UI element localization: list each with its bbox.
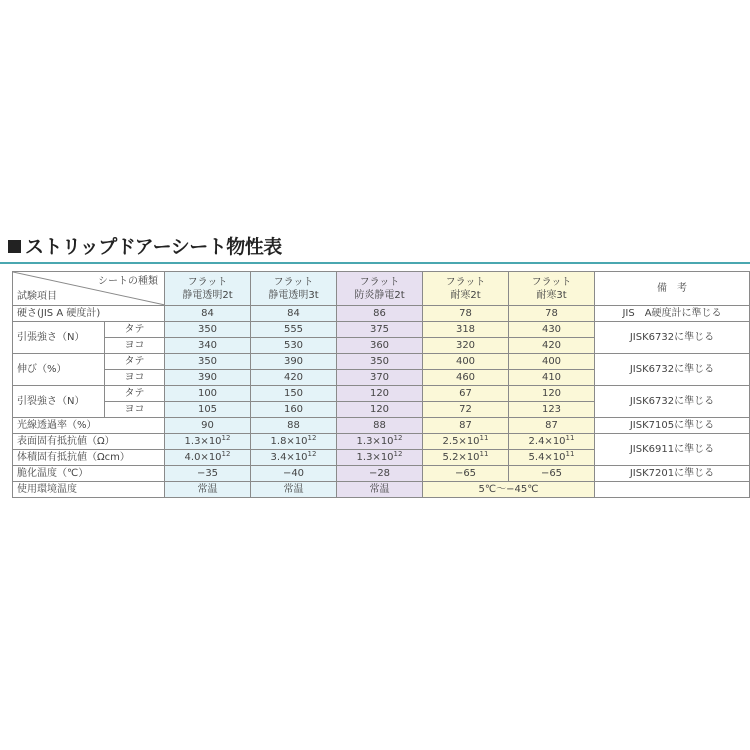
cell-value: 86 bbox=[337, 306, 423, 322]
cell-value: 375 bbox=[337, 322, 423, 338]
cell-value: 123 bbox=[509, 402, 595, 418]
sub-label: タテ bbox=[105, 386, 165, 402]
cell-value: 67 bbox=[423, 386, 509, 402]
cell-value: 390 bbox=[251, 354, 337, 370]
sub-label: ヨコ bbox=[105, 370, 165, 386]
remark-cell: JISK7201に準じる bbox=[595, 466, 750, 482]
cell-value: 420 bbox=[509, 338, 595, 354]
cell-value: 100 bbox=[165, 386, 251, 402]
cell-value: 88 bbox=[251, 418, 337, 434]
row-label: 伸び（%） bbox=[13, 354, 105, 386]
remark-cell: JISK6732に準じる bbox=[595, 322, 750, 354]
cell-value: 105 bbox=[165, 402, 251, 418]
remark-cell: JISK6911に準じる bbox=[595, 434, 750, 466]
header-corner-cell bbox=[13, 272, 165, 306]
remark-cell: JISK6732に準じる bbox=[595, 386, 750, 418]
cell-value: 90 bbox=[165, 418, 251, 434]
cell-value: 340 bbox=[165, 338, 251, 354]
corner-label-sheet-type: シートの種類 bbox=[98, 276, 158, 287]
cell-value: 常温 bbox=[165, 482, 251, 498]
row-label: 使用環境温度 bbox=[13, 482, 165, 498]
cell-value: 318 bbox=[423, 322, 509, 338]
cell-value: −65 bbox=[509, 466, 595, 482]
cell-value: 120 bbox=[337, 402, 423, 418]
row-label: 表面固有抵抗値（Ω） bbox=[13, 434, 165, 450]
header-col-1: フラット 静電透明2t bbox=[165, 272, 251, 306]
cell-value: 150 bbox=[251, 386, 337, 402]
cell-value: 400 bbox=[423, 354, 509, 370]
properties-table bbox=[12, 271, 750, 498]
remark-cell: JISK7105に準じる bbox=[595, 418, 750, 434]
cell-value: 350 bbox=[165, 322, 251, 338]
sub-label: タテ bbox=[105, 322, 165, 338]
header-row bbox=[13, 272, 750, 306]
cell-value: 410 bbox=[509, 370, 595, 386]
page-title bbox=[8, 232, 282, 259]
cell-value: 420 bbox=[251, 370, 337, 386]
table-row bbox=[13, 386, 750, 402]
cell-value: 555 bbox=[251, 322, 337, 338]
header-remarks: 備 考 bbox=[595, 272, 750, 306]
cell-value: −40 bbox=[251, 466, 337, 482]
cell-value: $5.4\times 10^{11}$ bbox=[509, 450, 595, 466]
cell-value: 400 bbox=[509, 354, 595, 370]
remark-cell bbox=[595, 482, 750, 498]
table-row bbox=[13, 466, 750, 482]
cell-value: 78 bbox=[423, 306, 509, 322]
sub-label: タテ bbox=[105, 354, 165, 370]
cell-value: 常温 bbox=[251, 482, 337, 498]
row-label: 体積固有抵抗値（Ωcm） bbox=[13, 450, 165, 466]
cell-value: $1.3\times 10^{12}$ bbox=[337, 450, 423, 466]
row-label: 脆化温度（℃） bbox=[13, 466, 165, 482]
cell-value: 5℃〜−45℃ bbox=[423, 482, 595, 498]
cell-value: $4.0\times 10^{12}$ bbox=[165, 450, 251, 466]
table-row bbox=[13, 306, 750, 322]
table-row bbox=[13, 418, 750, 434]
row-label: 硬さ(JIS A 硬度計) bbox=[13, 306, 165, 322]
cell-value: 360 bbox=[337, 338, 423, 354]
cell-value: 84 bbox=[165, 306, 251, 322]
remark-cell: JISK6732に準じる bbox=[595, 354, 750, 386]
cell-value: −28 bbox=[337, 466, 423, 482]
table-row bbox=[13, 434, 750, 450]
title-underline bbox=[0, 262, 750, 264]
table-row bbox=[13, 322, 750, 338]
square-bullet-icon bbox=[8, 240, 21, 253]
row-label: 引張強さ（N） bbox=[13, 322, 105, 354]
cell-value: 430 bbox=[509, 322, 595, 338]
header-col-4: フラット 耐寒2t bbox=[423, 272, 509, 306]
cell-value: 120 bbox=[337, 386, 423, 402]
row-label: 光線透過率（%） bbox=[13, 418, 165, 434]
cell-value: 88 bbox=[337, 418, 423, 434]
sub-label: ヨコ bbox=[105, 338, 165, 354]
cell-value: $2.4\times 10^{11}$ bbox=[509, 434, 595, 450]
sub-label: ヨコ bbox=[105, 402, 165, 418]
cell-value: $2.5\times 10^{11}$ bbox=[423, 434, 509, 450]
cell-value: 87 bbox=[423, 418, 509, 434]
remark-cell: JIS A硬度計に準じる bbox=[595, 306, 750, 322]
cell-value: $3.4\times 10^{12}$ bbox=[251, 450, 337, 466]
cell-value: $1.3\times 10^{12}$ bbox=[337, 434, 423, 450]
cell-value: 87 bbox=[509, 418, 595, 434]
table-row bbox=[13, 354, 750, 370]
cell-value: 350 bbox=[337, 354, 423, 370]
cell-value: 78 bbox=[509, 306, 595, 322]
page-title-text: ストリップドアーシート物性表 bbox=[25, 236, 282, 258]
cell-value: 350 bbox=[165, 354, 251, 370]
cell-value: 72 bbox=[423, 402, 509, 418]
cell-value: −65 bbox=[423, 466, 509, 482]
cell-value: $5.2\times 10^{11}$ bbox=[423, 450, 509, 466]
cell-value: 320 bbox=[423, 338, 509, 354]
corner-label-test-item: 試験項目 bbox=[17, 291, 57, 302]
cell-value: 160 bbox=[251, 402, 337, 418]
cell-value: $1.8\times 10^{12}$ bbox=[251, 434, 337, 450]
cell-value: 390 bbox=[165, 370, 251, 386]
header-col-5: フラット 耐寒3t bbox=[509, 272, 595, 306]
cell-value: 84 bbox=[251, 306, 337, 322]
cell-value: 370 bbox=[337, 370, 423, 386]
table-row bbox=[13, 482, 750, 498]
cell-value: $1.3\times 10^{12}$ bbox=[165, 434, 251, 450]
cell-value: 530 bbox=[251, 338, 337, 354]
header-col-3: フラット 防炎静電2t bbox=[337, 272, 423, 306]
cell-value: 120 bbox=[509, 386, 595, 402]
header-col-2: フラット 静電透明3t bbox=[251, 272, 337, 306]
cell-value: −35 bbox=[165, 466, 251, 482]
row-label: 引裂強さ（N） bbox=[13, 386, 105, 418]
cell-value: 常温 bbox=[337, 482, 423, 498]
cell-value: 460 bbox=[423, 370, 509, 386]
